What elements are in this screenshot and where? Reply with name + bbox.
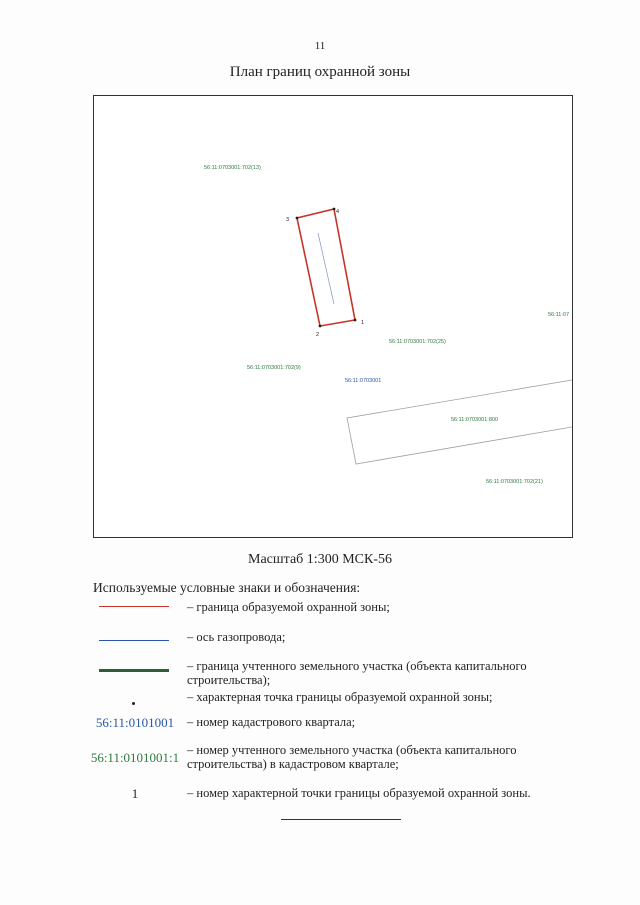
point-label-4: 4 <box>336 209 340 215</box>
pipeline-axis <box>318 233 334 304</box>
legend-desc: – номер характерной точки границы образуемой охранной зоны. <box>187 786 531 800</box>
parcel-label-702-25: 56:11:0703001:702(25) <box>389 339 446 345</box>
parcel-label-702-21: 56:11:0703001:702(21) <box>486 479 543 485</box>
cadastral-quarter-label: 56:11:0703001 <box>345 378 382 384</box>
parcel-label-cut: 56:11:07 <box>548 312 570 318</box>
point-label-3: 3 <box>286 217 290 223</box>
legend-desc: – граница учтенного земельного участка (объекта капитального строительства); <box>187 659 527 687</box>
legend-desc: – номер учтенного земельного участка (объекта капитального строительства) в кадастровом квартале; <box>187 743 517 771</box>
point-label-1: 1 <box>361 320 365 326</box>
legend-desc: – характерная точка границы образуемой охранной зоны; <box>187 690 493 704</box>
map-frame <box>93 95 573 538</box>
legend-desc: – ось газопровода; <box>187 630 286 644</box>
map-scale: Масштаб 1:300 МСК-56 <box>248 552 392 567</box>
parcel-label-800: 56:11:0703001:800 <box>451 417 498 423</box>
legend-desc: – граница образуемой охранной зоны; <box>187 600 390 614</box>
point-2-marker <box>319 325 322 328</box>
page-title: План границ охранной зоны <box>229 64 411 80</box>
parcel-label-702-13: 56:11:0703001:702(13) <box>204 165 261 171</box>
legend-desc: – номер кадастрового квартала; <box>187 715 356 729</box>
point-label-2: 2 <box>316 332 320 338</box>
legend-heading: Используемые условные знаки и обозначения: <box>93 580 361 595</box>
map-canvas <box>94 96 572 537</box>
point-3-marker <box>296 217 299 220</box>
point-1-marker <box>354 319 357 322</box>
point-4-marker <box>333 208 336 211</box>
footer-rule <box>281 819 401 820</box>
page-number: 11 <box>314 40 326 52</box>
parcel-label-702-9: 56:11:0703001:702(9) <box>247 365 301 371</box>
